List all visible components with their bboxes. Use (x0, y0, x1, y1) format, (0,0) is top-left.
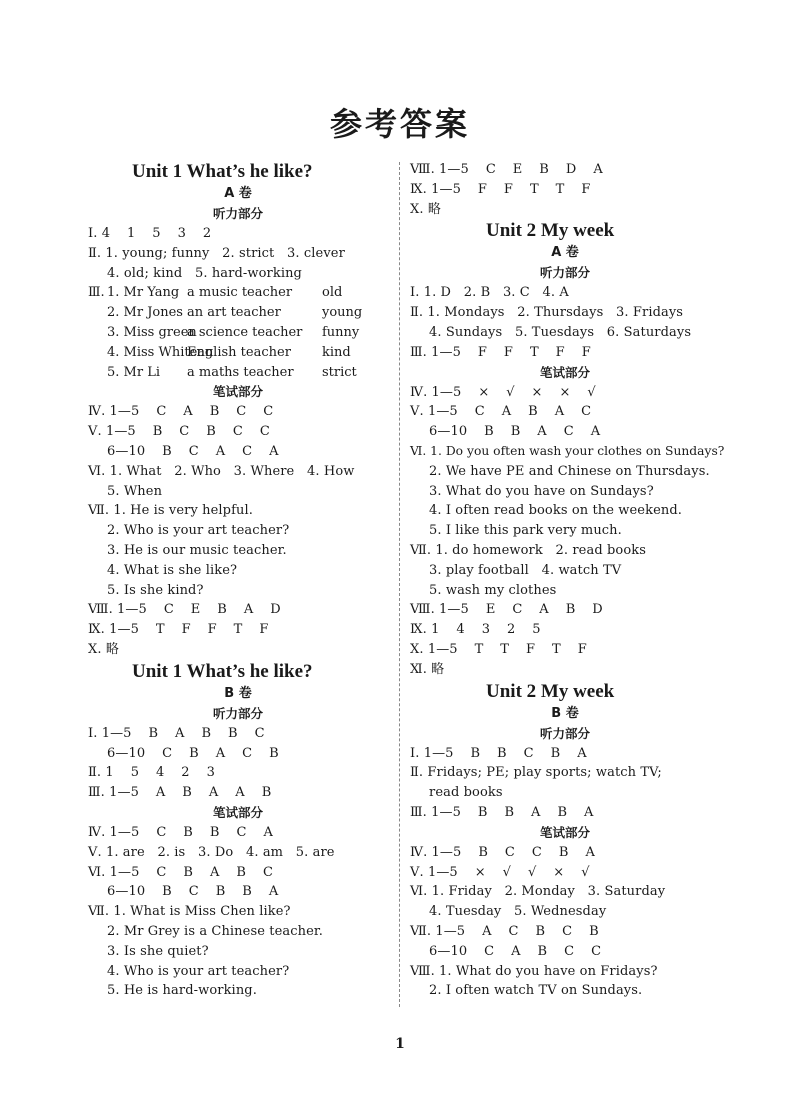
listening-heading: 听力部分 (212, 206, 263, 221)
answer-line: 5. When (107, 483, 163, 499)
answer-line: Ⅶ. 1. What is Miss Chen like? (88, 904, 291, 920)
unit1-paper-b (88, 660, 388, 1001)
table-cell: old (322, 285, 343, 301)
table-cell: a maths teacher (187, 364, 294, 380)
table-cell: 2. Mr Jones (107, 305, 183, 321)
paper-label: A 卷 (551, 245, 579, 261)
answer-line: Ⅳ. 1—5 B C C B A (410, 844, 595, 860)
table-row (88, 303, 388, 323)
paper-label: A 卷 (224, 186, 252, 201)
table-cell: 3. Miss green (107, 324, 197, 340)
answer-line: Ⅹ. 1—5 T T F T F (410, 641, 587, 657)
answer-line: Ⅱ. 1 5 4 2 3 (88, 765, 215, 781)
answer-line: 6—10 C A B C C (429, 943, 602, 959)
answer-line: 3. play football 4. watch TV (429, 562, 622, 578)
answer-line: Ⅰ. 4 1 5 3 2 (88, 226, 212, 241)
answer-line: 6—10 B C A C A (107, 443, 279, 459)
answer-line: 3. Is she quiet? (107, 943, 209, 959)
answer-line: Ⅸ. 1 4 3 2 5 (410, 622, 541, 638)
listening-heading: 听力部分 (539, 725, 590, 741)
answer-line: Ⅴ. 1. are 2. is 3. Do 4. am 5. are (88, 844, 335, 860)
answer-line: 2. Who is your art teacher? (107, 523, 290, 539)
answer-line: Ⅱ. Fridays; PE; play sports; watch TV; (410, 765, 662, 781)
answer-line: 4. What is she like? (107, 562, 238, 578)
answer-line: Ⅴ. 1—5 C A B A C (410, 404, 592, 420)
answer-line: Ⅰ. 1—5 B A B B C (88, 725, 265, 741)
unit-title: Unit 2 My week (486, 220, 615, 242)
answer-line: 6—10 B C B B A (107, 884, 279, 900)
table-cell: strict (322, 364, 357, 380)
answer-line: 3. What do you have on Sundays? (429, 483, 654, 499)
table-cell (88, 363, 107, 383)
unit-title: Unit 2 My week (486, 680, 615, 702)
answer-line: Ⅺ. 略 (410, 661, 445, 677)
unit2-paper-b (410, 680, 720, 1002)
table-cell: a music teacher (187, 285, 293, 301)
answer-line: Ⅶ. 1. do homework 2. read books (410, 542, 646, 558)
answer-line: 4. Who is your art teacher? (107, 963, 290, 979)
table-row (88, 363, 388, 383)
unit-title: Unit 1 What’s he like? (132, 161, 313, 182)
answer-line: 4. I often read books on the weekend. (429, 503, 682, 519)
answer-line: Ⅳ. 1—5 C A B C C (88, 404, 274, 420)
answer-line: 4. old; kind 5. hard-working (107, 265, 302, 281)
answer-line: 5. He is hard-working. (107, 983, 257, 999)
answer-line: Ⅴ. 1—5 × √ √ × √ (410, 864, 590, 880)
answer-line: Ⅵ. 1. What 2. Who 3. Where 4. How (88, 463, 355, 479)
answer-line: Ⅱ. 1. Mondays 2. Thursdays 3. Fridays (410, 305, 684, 321)
answer-line: Ⅲ. 1—5 F F T F F (410, 344, 591, 360)
answer-line: 2. We have PE and Chinese on Thursdays. (429, 463, 710, 479)
table-cell: young (322, 305, 363, 321)
answer-line: Ⅸ. 1—5 T F F T F (88, 622, 269, 638)
answer-line: Ⅷ. 1—5 E C A B D (410, 602, 603, 618)
answer-line: Ⅵ. 1—5 C B A B C (88, 864, 274, 880)
unit1-paper-a (88, 160, 388, 660)
table-cell (88, 303, 107, 323)
matching-table (88, 283, 388, 382)
answer-line: 6—10 C B A C B (107, 745, 279, 761)
page-title: 参考答案 (329, 105, 470, 143)
answer-line: Ⅹ. 略 (88, 641, 119, 657)
table-row (88, 323, 388, 343)
paper-label: B 卷 (224, 685, 252, 701)
answer-line: Ⅶ. 1—5 A C B C B (410, 923, 599, 939)
answer-line: Ⅰ. 1—5 B B C B A (410, 745, 587, 761)
answer-line: Ⅷ. 1. What do you have on Fridays? (410, 963, 658, 979)
table-row (88, 283, 388, 303)
answer-line: 4. Tuesday 5. Wednesday (429, 904, 607, 920)
answer-line: Ⅳ. 1—5 × √ × × √ (410, 384, 596, 400)
answer-line: 5. wash my clothes (429, 582, 557, 598)
table-cell (88, 343, 107, 363)
answer-line: Ⅸ. 1—5 F F T T F (410, 181, 591, 197)
answer-line: 6—10 B B A C A (429, 424, 601, 440)
answer-line: read books (429, 785, 503, 801)
answer-line: Ⅴ. 1—5 B C B C C (88, 424, 270, 440)
table-cell: a science teacher (187, 324, 303, 340)
right-column (410, 160, 725, 1001)
table-cell: 5. Mr Li (107, 364, 160, 380)
paper-label: B 卷 (551, 705, 579, 721)
answer-line: 5. Is she kind? (107, 582, 204, 598)
answer-line: Ⅳ. 1—5 C B B C A (88, 824, 273, 840)
table-cell: funny (322, 324, 360, 340)
table-cell: 4. Miss Whitean (107, 344, 214, 360)
table-row (88, 343, 388, 363)
writing-heading: 笔试部分 (212, 384, 263, 400)
answer-line: Ⅷ. 1—5 C E B D A (410, 162, 603, 177)
answer-line: Ⅹ. 略 (410, 201, 441, 217)
unit1-continued (410, 160, 720, 219)
answer-line: Ⅶ. 1. He is very helpful. (88, 503, 253, 519)
page-number: 1 (395, 1036, 405, 1052)
answer-line: 2. I often watch TV on Sundays. (429, 983, 643, 999)
answer-line: Ⅲ. 1—5 B B A B A (410, 804, 594, 820)
answer-line: Ⅱ. 1. young; funny 2. strict 3. clever (88, 245, 345, 261)
answer-line: 5. I like this park very much. (429, 523, 622, 539)
table-cell: 1. Mr Yang (107, 285, 180, 301)
answer-line: Ⅰ. 1. D 2. B 3. C 4. A (410, 285, 569, 301)
answer-line: 2. Mr Grey is a Chinese teacher. (107, 923, 323, 939)
writing-heading: 笔试部分 (539, 364, 590, 380)
answer-line: 4. Sundays 5. Tuesdays 6. Saturdays (429, 324, 692, 340)
writing-heading: 笔试部分 (212, 804, 263, 820)
listening-heading: 听力部分 (212, 705, 263, 721)
table-cell (88, 323, 107, 343)
table-cell: an art teacher (187, 305, 281, 321)
column-divider (399, 162, 400, 1007)
answer-line: Ⅵ. 1. Do you often wash your clothes on Sundays? (410, 443, 725, 458)
listening-heading: 听力部分 (539, 265, 590, 281)
answer-line: Ⅲ. 1—5 A B A A B (88, 785, 272, 801)
unit-title: Unit 1 What’s he like? (132, 660, 313, 682)
table-cell: kind (322, 344, 351, 360)
table-cell: English teacher (187, 344, 291, 360)
left-column (88, 160, 388, 1001)
answer-line: Ⅵ. 1. Friday 2. Monday 3. Saturday (410, 884, 666, 900)
answer-line: 3. He is our music teacher. (107, 542, 287, 558)
answer-line: Ⅷ. 1—5 C E B A D (88, 602, 281, 618)
table-cell: Ⅲ. (88, 285, 105, 301)
unit2-paper-a (410, 219, 725, 679)
writing-heading: 笔试部分 (539, 824, 590, 840)
